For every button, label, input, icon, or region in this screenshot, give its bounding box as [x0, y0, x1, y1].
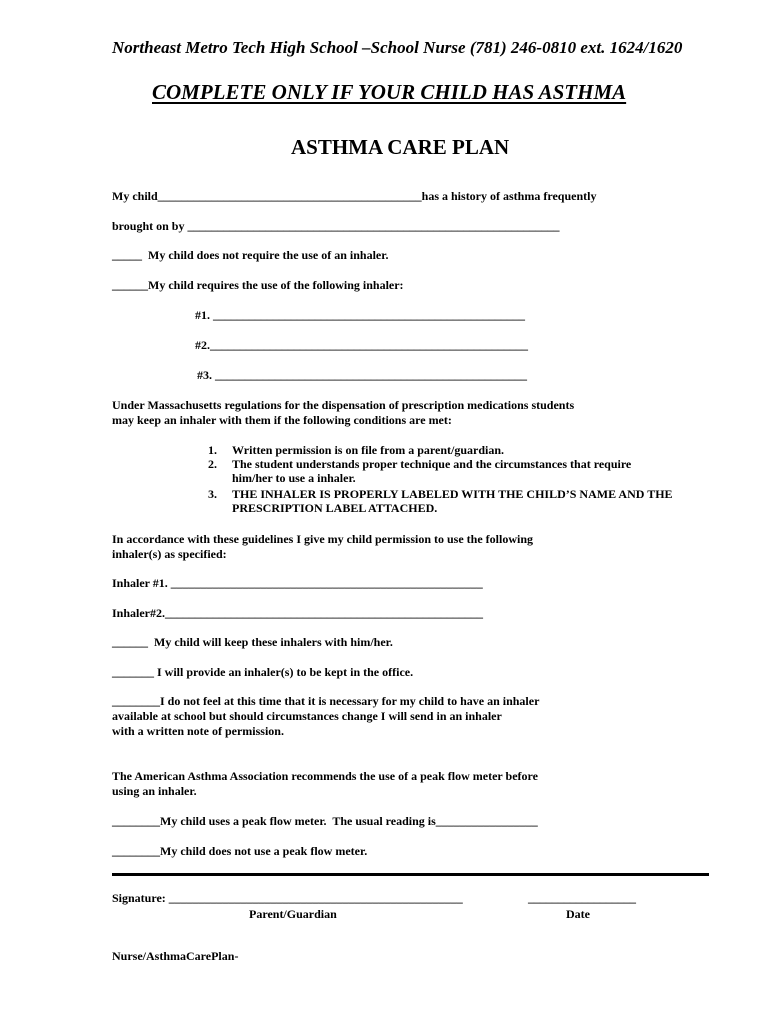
condition-number: 2. — [208, 457, 217, 471]
not-necessary-option[interactable]: ________I do not feel at this time that it is necessary for my child to have an inhaler — [112, 694, 540, 708]
no-inhaler-option[interactable]: _____ My child does not require the use of an inhaler. — [112, 248, 389, 262]
condition-text: him/her to use a inhaler. — [232, 471, 356, 485]
brought-on-by-line[interactable]: brought on by ______________________________________________________________ — [112, 219, 560, 233]
condition-text: Written permission is on file from a parent/guardian. — [232, 443, 505, 457]
condition-number: 1. — [208, 443, 217, 457]
inhaler-1-field[interactable]: #1. ____________________________________________________ — [195, 308, 525, 322]
permission-intro: In accordance with these guidelines I give my child permission to use the following — [112, 532, 534, 546]
not-necessary-text: available at school but should circumstances change I will send in an inhaler — [112, 709, 502, 723]
regulations-text: Under Massachusetts regulations for the dispensation of prescription medications students — [112, 398, 575, 412]
permission-inhaler-2-field[interactable]: Inhaler#2._____________________________________________________ — [112, 606, 484, 620]
condition-text: THE INHALER IS PROPERLY LABELED WITH THE CHILD’S NAME AND THE — [232, 487, 673, 501]
permission-intro: inhaler(s) as specified: — [112, 547, 227, 561]
office-inhaler-option[interactable]: _______ I will provide an inhaler(s) to be kept in the office. — [112, 665, 414, 679]
peak-flow-recommendation: using an inhaler. — [112, 784, 197, 798]
peak-flow-recommendation: The American Asthma Association recommends the use of a peak flow meter before — [112, 769, 538, 783]
parent-guardian-label: Parent/Guardian — [249, 907, 337, 921]
condition-number: 3. — [208, 487, 217, 501]
requires-inhaler-option[interactable]: ______My child requires the use of the following inhaler: — [112, 278, 404, 292]
condition-text: PRESCRIPTION LABEL ATTACHED. — [232, 501, 438, 515]
asthma-only-banner: COMPLETE ONLY IF YOUR CHILD HAS ASTHMA — [152, 80, 627, 104]
no-peak-flow-option[interactable]: ________My child does not use a peak flow meter. — [112, 844, 368, 858]
condition-text: The student understands proper technique and the circumstances that require — [232, 457, 632, 471]
permission-inhaler-1-field[interactable]: Inhaler #1. ____________________________________________________ — [112, 576, 483, 590]
footer-reference: Nurse/AsthmaCarePlan- — [112, 949, 239, 963]
keep-with-child-option[interactable]: ______ My child will keep these inhalers with him/her. — [112, 635, 393, 649]
inhaler-2-field[interactable]: #2._____________________________________________________ — [195, 338, 528, 352]
not-necessary-text: with a written note of permission. — [112, 724, 284, 738]
inhaler-3-field[interactable]: #3. ____________________________________________________ — [197, 368, 527, 382]
section-divider — [112, 873, 709, 876]
signature-field[interactable]: Signature: _________________________________________________ — [112, 891, 463, 905]
date-field[interactable]: __________________ — [528, 891, 636, 905]
my-child-line[interactable]: My child____________________________________________has a history of asthma frequently — [112, 189, 597, 203]
uses-peak-flow-option[interactable]: ________My child uses a peak flow meter. The usual reading is_________________ — [112, 814, 538, 828]
regulations-text: may keep an inhaler with them if the following conditions are met: — [112, 413, 452, 427]
page-title: ASTHMA CARE PLAN — [291, 135, 510, 159]
date-label: Date — [566, 907, 590, 921]
school-header: Northeast Metro Tech High School –School Nurse (781) 246-0810 ext. 1624/1620 — [112, 38, 683, 57]
